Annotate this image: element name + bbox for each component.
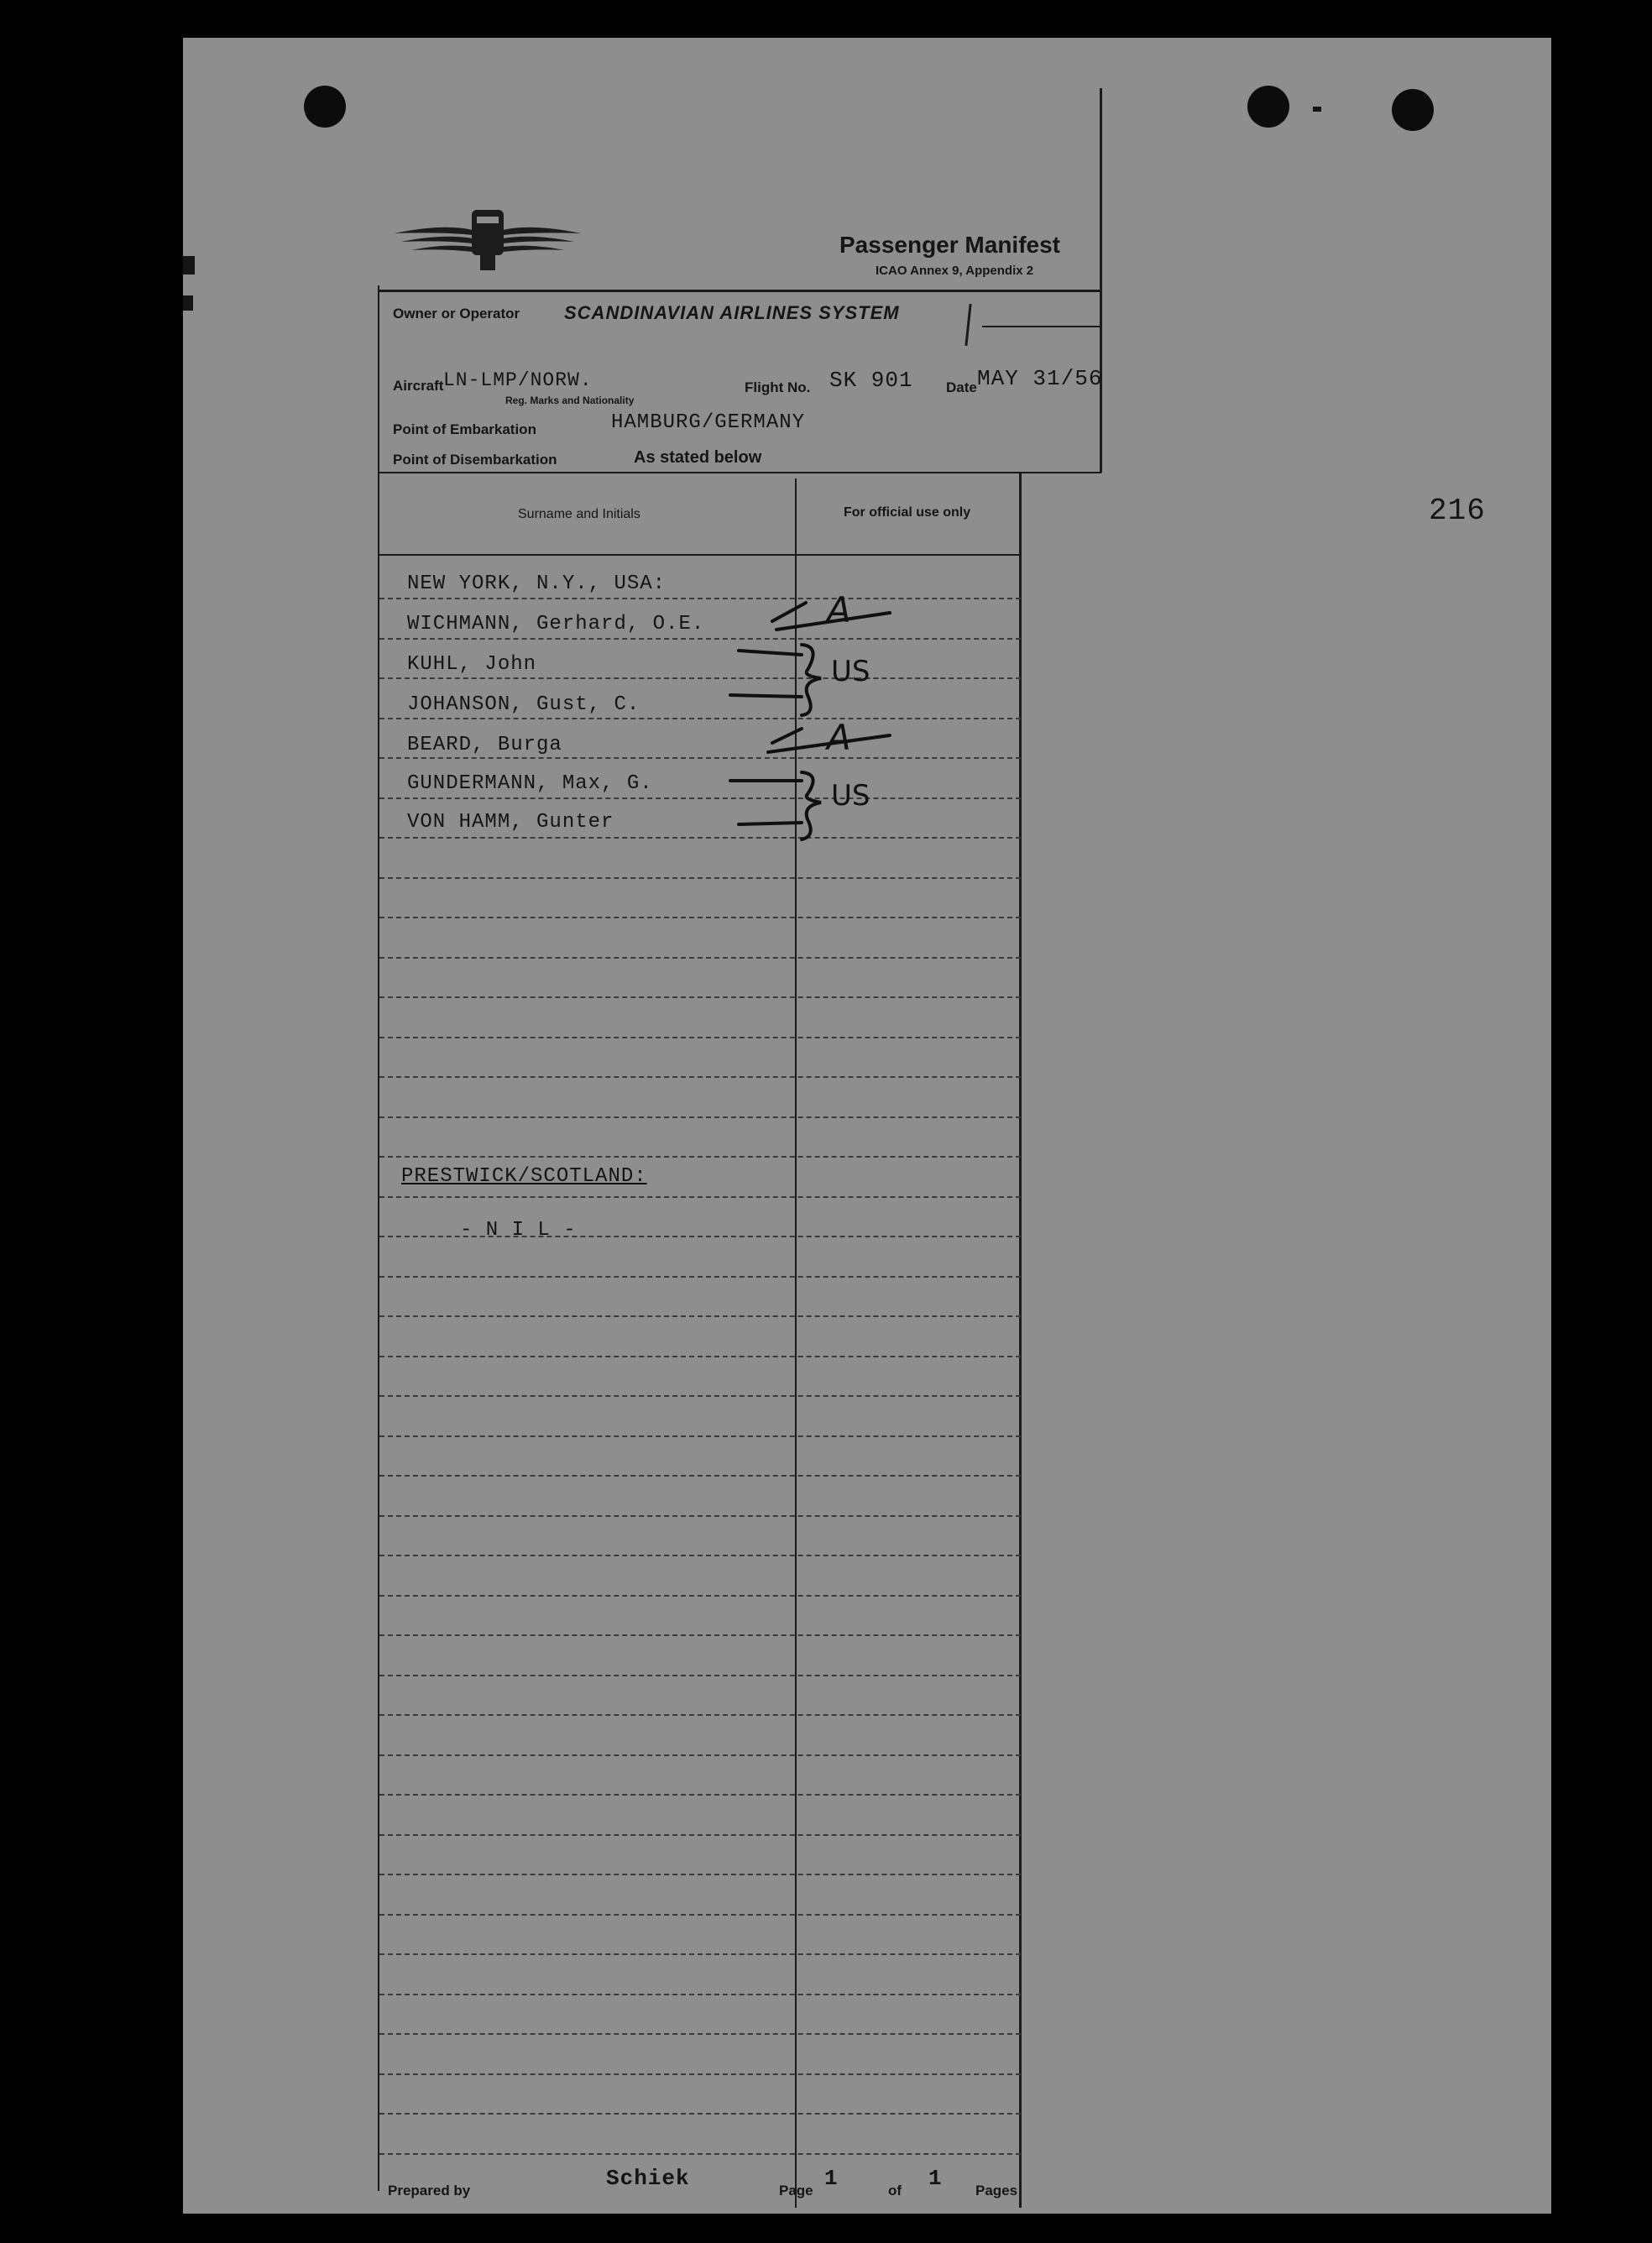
ruled-line	[379, 2113, 1021, 2115]
ruled-line	[379, 1834, 1021, 1836]
ruled-line	[379, 757, 1021, 759]
ruled-line	[379, 1037, 1021, 1038]
flight-value: SK 901	[829, 368, 913, 393]
owner-value: SCANDINAVIAN AIRLINES SYSTEM	[564, 302, 900, 323]
form-left-border	[378, 285, 379, 2191]
nil-entry: - N I L -	[460, 1219, 577, 1242]
aircraft-value: LN-LMP/NORW.	[443, 369, 593, 391]
ruled-line	[379, 1675, 1021, 1676]
ruled-line	[379, 1634, 1021, 1636]
manifest-title: Passenger Manifest	[839, 232, 1060, 258]
aircraft-label: Aircraft	[393, 378, 444, 394]
ruled-line	[379, 1555, 1021, 1556]
ruled-line	[379, 1315, 1021, 1317]
ruled-line	[379, 797, 1021, 799]
ruled-line	[379, 598, 1021, 599]
passenger-name: VON HAMM, Gunter	[407, 811, 614, 834]
pages-label: Pages	[975, 2183, 1018, 2199]
prepared-by-value: Schiek	[606, 2166, 690, 2191]
embark-label: Point of Embarkation	[393, 421, 536, 437]
embark-value: HAMBURG/GERMANY	[611, 411, 806, 434]
passenger-name: BEARD, Burga	[407, 734, 562, 756]
punch-hole	[1247, 86, 1289, 128]
ruled-line	[379, 2033, 1021, 2035]
disembark-value: As stated below	[634, 448, 762, 467]
disembark-label: Point of Disembarkation	[393, 452, 557, 468]
mark	[183, 256, 195, 274]
ruled-line	[379, 1874, 1021, 1875]
owner-label: Owner or Operator	[393, 306, 520, 322]
destination-heading: PRESTWICK/SCOTLAND:	[401, 1165, 647, 1188]
flight-label: Flight No.	[745, 379, 811, 395]
of-label: of	[888, 2183, 902, 2199]
ruled-line	[379, 677, 1021, 679]
form-top-right-border	[1100, 88, 1102, 473]
page-label: Page	[779, 2183, 813, 2199]
ruled-line	[379, 1116, 1021, 1118]
handwritten-annotation: US	[831, 779, 870, 813]
mark	[1313, 107, 1321, 112]
page-number: 216	[1429, 494, 1486, 528]
handwritten-annotation: A	[827, 717, 851, 758]
ruled-line	[379, 837, 1021, 839]
punch-hole	[1392, 89, 1434, 131]
date-value: MAY 31/56	[977, 366, 1103, 391]
ruled-line	[379, 1196, 1021, 1198]
surname-column-header: Surname and Initials	[518, 507, 640, 521]
passenger-name: WICHMANN, Gerhard, O.E.	[407, 613, 705, 635]
punch-hole	[304, 86, 346, 128]
table-right-border	[1019, 472, 1022, 2208]
ruled-line	[379, 1754, 1021, 1756]
ruled-line	[379, 996, 1021, 998]
passenger-name: KUHL, John	[407, 653, 537, 676]
header-bottom	[379, 472, 1101, 473]
ruled-line	[379, 2073, 1021, 2075]
ruled-line	[379, 1156, 1021, 1158]
ruled-line	[379, 2153, 1021, 2155]
ruled-line	[379, 1276, 1021, 1278]
prepared-by-label: Prepared by	[388, 2183, 471, 2199]
ruled-line	[379, 1714, 1021, 1716]
handwritten-annotation: A	[827, 589, 851, 630]
aircraft-sub-label: Reg. Marks and Nationality	[505, 395, 635, 406]
column-header-bottom	[379, 554, 1021, 556]
ruled-line	[379, 718, 1021, 719]
ruled-line	[379, 1994, 1021, 1995]
passenger-name: GUNDERMANN, Max, G.	[407, 772, 653, 795]
header-divider	[379, 290, 1101, 292]
handwritten-brackets	[722, 588, 907, 848]
ruled-line	[379, 1356, 1021, 1357]
ruled-line	[379, 877, 1021, 879]
date-label: Date	[946, 379, 977, 395]
passenger-name: JOHANSON, Gust, C.	[407, 693, 640, 716]
document-sheet	[183, 38, 1551, 2214]
handwritten-annotation: US	[831, 655, 870, 688]
official-column-header: For official use only	[844, 505, 971, 520]
ruled-line	[379, 1953, 1021, 1955]
manifest-subtitle: ICAO Annex 9, Appendix 2	[876, 264, 1034, 278]
ruled-line	[379, 1595, 1021, 1597]
ruled-line	[379, 1395, 1021, 1397]
ruled-line	[379, 638, 1021, 640]
ruled-line	[379, 917, 1021, 918]
ruled-line	[379, 1076, 1021, 1078]
ruled-line	[379, 1794, 1021, 1796]
ruled-line	[379, 957, 1021, 959]
destination-heading: NEW YORK, N.Y., USA:	[407, 573, 667, 595]
of-value: 1	[928, 2166, 943, 2191]
page-value: 1	[824, 2166, 839, 2191]
ruled-line	[379, 1475, 1021, 1477]
airline-crest-logo	[393, 201, 583, 277]
owner-field-line	[982, 326, 1100, 327]
ruled-line	[379, 1914, 1021, 1916]
ruled-line	[379, 1515, 1021, 1517]
mark	[183, 295, 193, 311]
ruled-line	[379, 1435, 1021, 1437]
